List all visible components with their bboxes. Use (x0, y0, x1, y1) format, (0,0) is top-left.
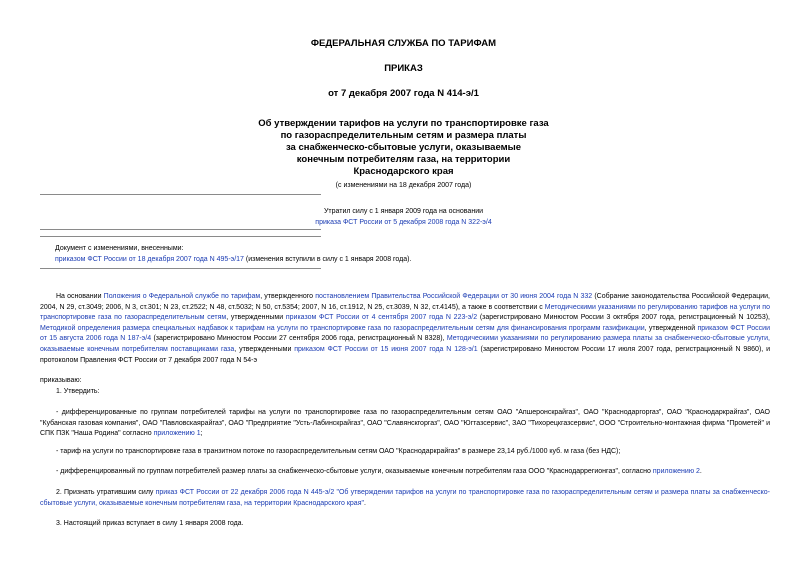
title-line: за снабженческо-сбытовые услуги, оказываемые (285, 142, 522, 153)
divider (40, 194, 321, 195)
item-1: 1. Утвердить: (56, 388, 100, 395)
repeal-status (0, 206, 807, 228)
agency-name: ФЕДЕРАЛЬНАЯ СЛУЖБА ПО ТАРИФАМ (310, 38, 497, 49)
doc-type: ПРИКАЗ (384, 63, 423, 74)
item-1-bullet-2: - тариф на услуги по транспортировке газа в транзитном потоке по газораспределительным сетям ОАО "Краснодаркрайгаз" в размере 23,14 руб./1000 куб. м газа (без НДС); (56, 448, 621, 455)
order-word: приказываю: (40, 377, 82, 384)
changes-label: Документ с изменениями, внесенными: (55, 245, 184, 252)
changes-block (55, 243, 775, 265)
repeal-text: Утратил силу с 1 января 2009 года на основании (323, 208, 484, 215)
changes-link[interactable]: приказом ФСТ России от 18 декабря 2007 года N 495-э/17 (55, 256, 244, 263)
amendments-note: (с изменениями на 18 декабря 2007 года) (335, 182, 472, 189)
repeal-link[interactable]: приказа ФСТ России от 5 декабря 2008 года N 322-э/4 (315, 219, 492, 226)
title-line: Краснодарского края (353, 166, 454, 177)
regulation-link[interactable]: Положения о Федеральной службе по тарифам (103, 293, 261, 300)
divider (40, 268, 321, 269)
divider (40, 236, 321, 237)
title-line: Об утверждении тарифов на услуги по транспортировке газа (258, 118, 549, 129)
preamble-paragraph: На основании Положения о Федеральной службе по тарифам, утвержденного постановлением Правительства Российской Федерации от 30 июня 2004 года N 332 (Собрание законодательства Российской Федерации, 2004, N 29, ст.3049; 2006, N 3, ст.301; N 23, ст.2522; N 48, ст.5032; N 50, ст.5354; 2007, N 16, ст.1912, N 25, ст.3039, N 32, ст.4145), а также в соответствии с Методическими указаниями по регулированию тарифов на услуги по транспортировке газа по газораспределительным сетям, утвержденными приказом ФСТ России от 4 сентября 2007 года N 223-э/2 (зарегистрировано Минюстом России 3 октября 2007 года, регистрационный N 10253), Методикой определения размера специальных надбавок к тарифам на услуги по транспортировке газа по газораспределительным сетям для финансирования программ газификации, утвержденной приказом ФСТ России от 15 августа 2006 года N 187-э/4 (зарегистрировано Минюстом России 27 сентября 2006 года, регистрационный N 8328), Методическими указаниями по регулированию размера платы за снабженческо-сбытовые услуги, оказываемые конечным потребителям поставщиками газа, утвержденными приказом ФСТ России от 15 июня 2007 года N 128-э/1 (зарегистрировано Минюстом России 17 июля 2007 года, регистрационный N 9860), и протоколом Правления ФСТ России от 7 декабря 2007 года N 54-э (40, 293, 771, 364)
appendix-1-link[interactable]: приложению 1 (153, 430, 201, 438)
appendix-2-link[interactable]: приложению 2 (652, 468, 700, 475)
doc-title (0, 118, 807, 178)
title-line: по газораспределительным сетям и размера платы (280, 130, 527, 141)
item-3: 3. Настоящий приказ вступает в силу 1 января 2008 года. (56, 520, 244, 527)
repealed-order-link[interactable]: приказ ФСТ России от 22 декабря 2006 года N 445-э/2 "Об утверждении тарифов на услуги по транспортировке газа по газораспределительным сетям и размера платы за снабженческо-сбытовые услуги, оказываемые конечным потребителям газа, на территории Краснодарского края" (40, 489, 770, 507)
title-line: конечным потребителям газа, на территории (296, 154, 511, 165)
fst-order-223-link[interactable]: приказом ФСТ России от 4 сентября 2007 года N 223-э/2 (285, 314, 478, 322)
item-1-bullet-3: - дифференцированный по группам потребителей размер платы за снабженческо-сбытовые услуги, оказываемые конечным потребителям газа ООО "Краснодаррегионгаз", согласно приложению 2. (56, 468, 702, 475)
supply-guidelines-link[interactable]: Методическими указаниями по регулированию размера платы за снабженческо-сбытовые услуги, оказываемые конечным потребителям поставщиками газа (40, 335, 770, 353)
government-decree-link[interactable]: постановлением Правительства Российской Федерации от 30 июня 2004 года N 332 (315, 293, 593, 300)
item-2: 2. Признать утратившим силу приказ ФСТ России от 22 декабря 2006 года N 445-э/2 "Об утверждении тарифов на услуги по транспортировке газа по газораспределительным сетям и размера платы за снабженческо-сбытовые услуги, оказываемые конечным потребителям газа, на территории Краснодарского края". (40, 489, 770, 507)
doc-date-number: от 7 декабря 2007 года N 414-э/1 (328, 88, 479, 99)
changes-note: (изменения вступили в силу с 1 января 2008 года). (243, 256, 412, 263)
fst-order-128-link[interactable]: приказом ФСТ России от 15 июня 2007 года N 128-э/1 (294, 345, 478, 353)
item-1-bullet-1: - дифференцированные по группам потребителей тарифы на услуги по транспортировке газа по газораспределительным сетям ОАО "Апшеронскрайгаз", ОАО "Краснодаргоргаз", ОАО "Краснодаркрайгаз", ОАО "Кубанская газовая компания", ОАО "Павловскаярайгаз", ОАО "Предприятие "Усть-Лабинскрайгаз", ОАО "Славянскгоргаз", ОАО "Югтазсервис", ЗАО "Тихорецкгазсервис", ООО "Строительно-монтажная фирма "Прометей" и СПК ПЗК "Наша Родина" согласно приложению 1; (40, 409, 770, 438)
changes-line (55, 254, 775, 265)
methodology-link[interactable]: Методикой определения размера специальных надбавок к тарифам на услуги по транспортировке газа по газораспределительным сетям для финансирования программ газификации (40, 324, 645, 332)
divider (40, 229, 321, 230)
fst-order-187-link[interactable]: приказом ФСТ России от 15 августа 2006 года N 187-э/4 (40, 324, 770, 343)
methodological-guidelines-link[interactable]: Методическими указаниями по регулированию тарифов на услуги по транспортировке газа по газораспределительным сетям (40, 303, 770, 322)
